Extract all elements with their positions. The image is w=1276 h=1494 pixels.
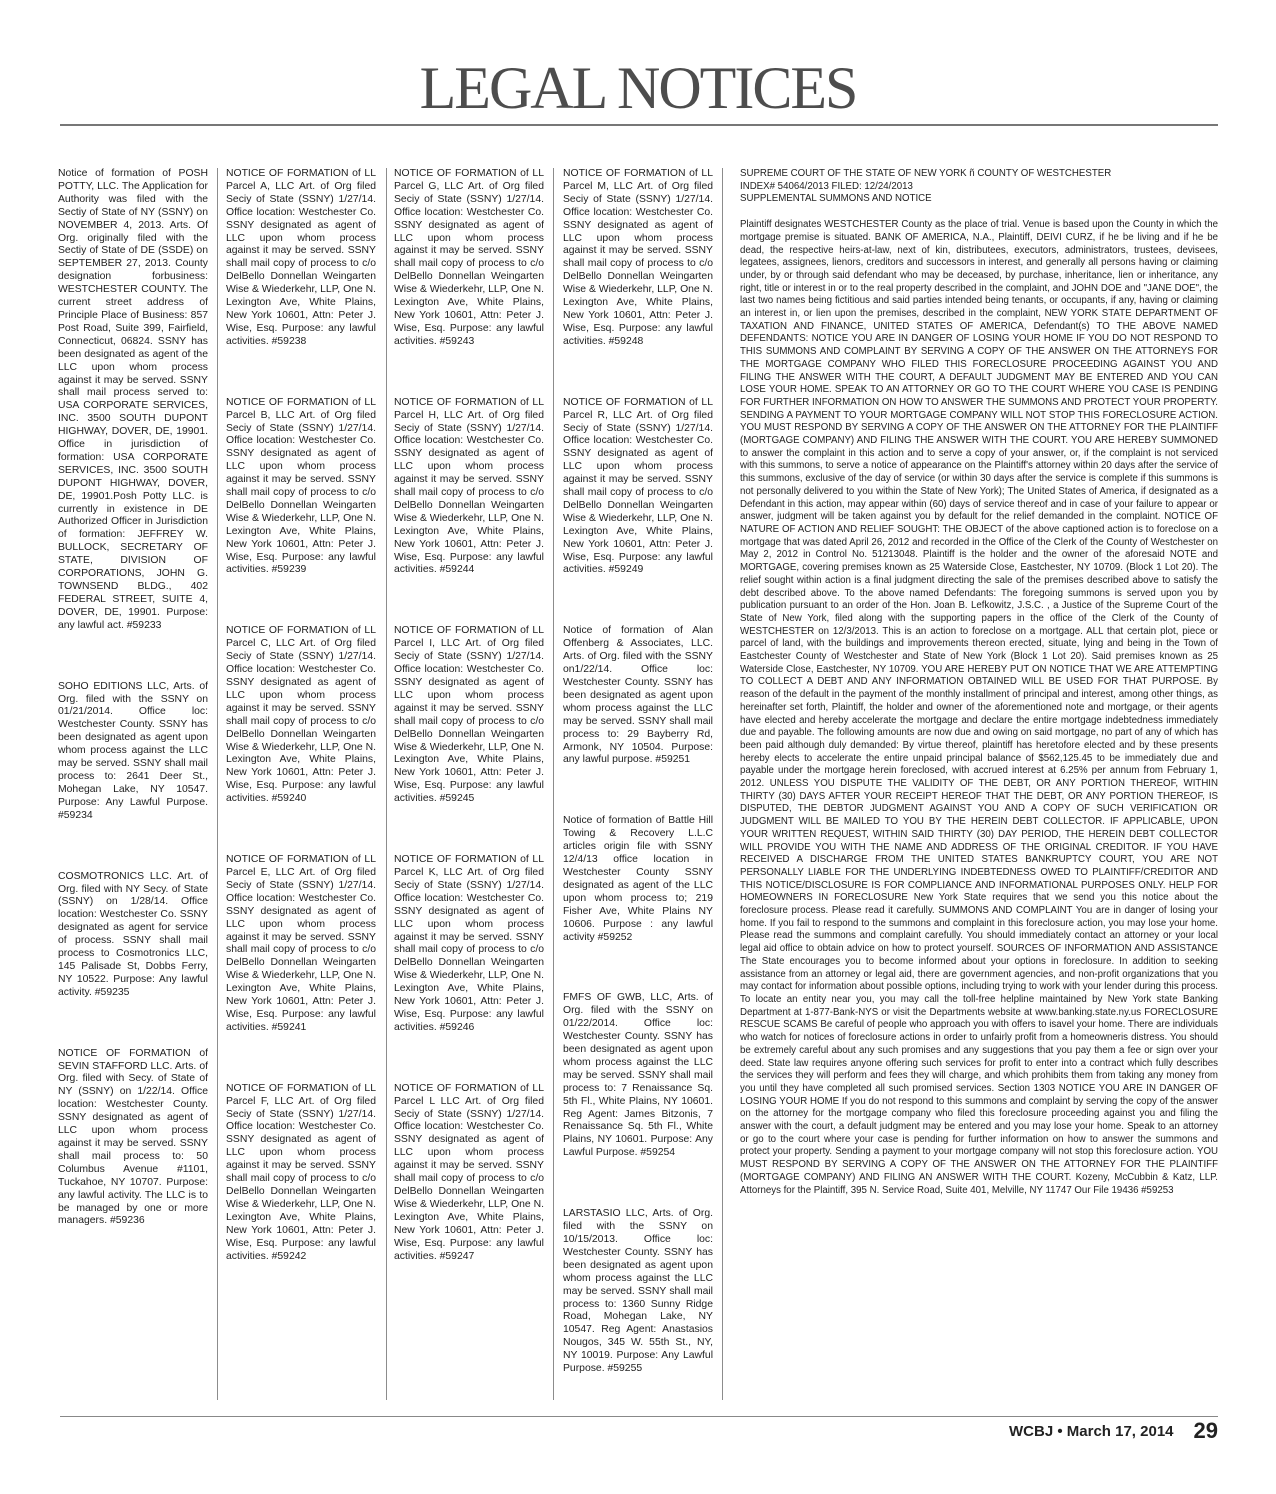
column-divider [217, 168, 218, 1400]
column-divider [722, 168, 723, 1400]
legal-notice: NOTICE OF FORMATION of LL Parcel M, LLC Art. of Org filed Seciy of State (SSNY) 1/27/14. Office location: Westchester Co. SSNY designated as agent of LLC upon whom process against it may be served. SSNY shall mail copy of process to c/o DelBello Donnellan Weingarten Wise & Wiederkehr, LLP, One N. Lexington Ave, White Plains, New York 10601, Attn: Peter J. Wise, Esq. Purpose: any lawful activities. #59248 [563, 168, 713, 347]
summons-body: Plaintiff designates WESTCHESTER County as the place of trial. Venue is based upon the County in which the mortgage premise is situated. BANK OF AMERICA, N.A., Plaintiff, DEIVI CURZ, if he be living and if he be dead, the respective heirs-at-law, next of kin, distributees, executors, administrators, trustees, devisees, legatees, assignees, lienors, creditors and successors in interest, and generally all persons having or claiming under, by or through said defendant who may be deceased, by purchase, inheritance, lien or inheritance, any right, title or interest in or to the real property described in the complaint, and JOHN DOE and "JANE DOE", the last two names being fictitious and said parties intended being tenants, or occupants, if any, having or claiming an interest in, or lien upon the premises, described in the complaint, NEW YORK STATE DEPARTMENT OF TAXATION AND FINANCE, UNITED STATES OF AMERICA, Defendant(s) TO THE ABOVE NAMED DEFENDANTS: NOTICE YOU ARE IN DANGER OF LOSING YOUR HOME IF YOU DO NOT RESPOND TO THIS SUMMONS AND COMPLAINT BY SERVING A COPY OF THE ANSWER ON THE ATTORNEYS FOR THE MORTGAGE COMPANY WHO FILED THIS FORECLOSURE PROCEEDING AGAINST YOU AND FILING THE ANSWER WITH THE COURT, A DEFAULT JUDGMENT MAY BE ENTERED AND YOU CAN LOSE YOUR HOME. SPEAK TO AN ATTORNEY OR GO TO THE COURT WHERE YOU CASE IS PENDING FOR FURTHER INFORMATION ON HOW TO ANSWER THE SUMMONS AND PROTECT YOUR PROPERTY. SENDING A PAYMENT TO YOUR MORTGAGE COMPANY WILL NOT STOP THIS FORECLOSURE ACTION. YOU MUST RESPOND BY SERVING A COPY OF THE ANSWER ON THE ATTORNEY FOR THE PLAINTIFF (MORTGAGE COMPANY) AND FILING THE ANSWER WITH THE COURT. YOU ARE HEREBY SUMMONED to answer the complaint in this action and to serve a copy of your answer, or, if the complaint is not serviced with this summons, to serve a notice of appearance on the Plaintiff's attorney within 20 days after the service of this summons, exclusive of the day of service (or within 30 days after the service is complete if this summons is not personally delivered to you within the State of New York); The United States of America, if designated as a Defendant in this action, may appear within (60) days of service thereof and in case of your failure to appear or answer, judgment will be taken against you by default for the relief demanded in the complaint. NOTICE OF NATURE OF ACTION AND RELIEF SOUGHT: THE OBJECT of the above captioned action is to foreclose on a mortgage that was dated April 26, 2012 and recorded in the Office of the Clerk of the County of Westchester on May 2, 2012 in Control No. 51213048. Plaintiff is the holder and the owner of the aforesaid NOTE and MORTGAGE, covering premises known as 25 Waterside Close, Eastchester, NY 10709. (Block 1 Lot 20). The relief sought within action is a final judgment directing the sale of the premises described above to satisfy the debt described above. To the above named Defendants: The foregoing summons is served upon you by publication pursuant to an order of the Hon. Joan B. Lefkowitz, J.S.C. , a Justice of the Supreme Court of the State of New York, filed along with the supporting papers in the office of the Clerk of the County of WESTCHESTER on 12/3/2013. This is an action to foreclose on a mortgage. ALL that certain plot, piece or parcel of land, with the buildings and improvements thereon erected, situate, lying and being in the Town of Eastchester County of Westchester and State of New York (Block 1 Lot 20). Said premises known as 25 Waterside Close, Eastchester, NY 10709. YOU ARE HEREBY PUT ON NOTICE THAT WE ARE ATTEMPTING TO COLLECT A DEBT AND ANY INFORMATION OBTAINED WILL BE USED FOR THAT PURPOSE. By reason of the default in the payment of the monthly installment of principal and interest, among other things, as hereinafter set forth, Plaintiff, the holder and owner of the aforementioned note and mortgage, or their agents have elected and hereby accelerate the mortgage and declare the entire mortgage indebtedness immediately due and payable. The following amounts are now due and owing on said mortgage, no part of any of which has been paid although duly demanded: By virtue thereof, plaintiff has heretofore elected and by these presents hereby elects to accelerate the entire unpaid principal balance of $562,125.45 to be immediately due and payable under the mortgage herein foreclosed, with accrued interest at 6.25% per annum from February 1, 2012. UNLESS YOU DISPUTE THE VALIDITY OF THE DEBT, OR ANY PORTION THEREOF, WITHIN THIRTY (30) DAYS AFTER YOUR RECEIPT HEREOF THAT THE DEBT, OR ANY PORTION THEREOF, IS DISPUTED, THE DEBTOR JUDGMENT AGAINST YOU AND A COPY OF SUCH VERIFICATION OR JUDGMENT WILL BE MAILED TO YOU BY THE HEREIN DEBT COLLECTOR. IF APPLICABLE, UPON YOUR WRITTEN REQUEST, WITHIN SAID THIRTY (30) DAY PERIOD, THE HEREIN DEBT COLLECTOR WILL PROVIDE YOU WITH THE NAME AND ADDRESS OF THE ORIGINAL CREDITOR. IF YOU HAVE RECEIVED A DISCHARGE FROM THE UNITED STATES BANKRUPTCY COURT, YOU ARE NOT PERSONALLY LIABLE FOR THE UNDERLYING INDEBTEDNESS OWED TO PLAINTIFF/CREDITOR AND THIS NOTICE/DISCLOSURE IS FOR COMPLIANCE AND INFORMATIONAL PURPOSES ONLY. HELP FOR HOMEOWNERS IN FORECLOSURE New York State requires that we send you this notice about the foreclosure process. Please read it carefully. SUMMONS AND COMPLAINT You are in danger of losing your home. If you fail to respond to the summons and complaint in this foreclosure action, you may lose your home. Please read the summons and complaint carefully. You should immediately contact an attorney or your local legal aid office to obtain advice on how to protect yourself. SOURCES OF INFORMATION AND ASSISTANCE The State encourages you to become informed about your options in foreclosure. In addition to seeking assistance from an attorney or legal aid, there are government agencies, and non-profit organizations that you may contact for information about possible options, including trying to work with your lender during this process. To locate an entity near you, you may call the toll-free helpline maintained by New York state Banking Department at 1-877-Bank-NYS or visit the Departments website at www.banking.state.ny.us FORECLOSURE RESCUE SCAMS Be careful of people who approach you with offers to isavel your home. There are individuals who watch for notices of foreclosure actions in order to unfairly profit from a homeowneris distress. You should be extremely careful about any such promises and any suggestions that you pay them a fee or sign over your deed. State law requires anyone offering such services for profit to enter into a contract which fully describes the services they will perform and fees they will charge, and which prohibits them from taking any money from you until they have completed all such promised services. Section 1303 NOTICE YOU ARE IN DANGER OF LOSING YOUR HOME If you do not respond to this summons and complaint by serving the copy of the answer on the attorney for the mortgage company who filed this foreclosure proceeding against you and filing the answer with the court, a default judgment may be entered and you may lose your home. Speak to an attorney or go to the court where your case is pending for further information on how to answer the summons and protect your property. Sending a payment to your mortgage company will not stop this foreclosure action. YOU MUST RESPOND BY SERVING A COPY OF THE ANSWER ON THE ATTORNEY FOR THE PLAINTIFF (MORTGAGE COMPANY) AND FILING AN ANSWER WITH THE COURT. Kozeny, McCubbin & Katz, LLP. Attorneys for the Plaintiff, 395 N. Service Road, Suite 401, Melville, NY 11747 Our File 19436 #59253 [740, 219, 1218, 1196]
summons-column [740, 168, 1218, 1404]
legal-notice: NOTICE OF FORMATION of LL Parcel E, LLC Art. of Org filed Seciy of State (SSNY) 1/27/14. Office location: Westchester Co. SSNY designated as agent of LLC upon whom process against it may be served. SSNY shall mail copy of process to c/o DelBello Donnellan Weingarten Wise & Wiederkehr, LLP, One N. Lexington Ave, White Plains, New York 10601, Attn: Peter J. Wise, Esq. Purpose: any lawful activities. #59241 [226, 854, 376, 1033]
publication-date: WCBJ • March 17, 2014 [1009, 1422, 1174, 1440]
legal-notice: Notice of formation of POSH POTTY, LLC. The Application for Authority was filed with the Sectiy of State of NY (SSNY) on NOVEMBER 4, 2013. Arts. Of Org. originally filed with the Sectiy of State of DE (SSDE) on SEPTEMBER 27, 2013. County designation forbusiness: WESTCHESTER COUNTY. The current street address of Principle Place of Business: 857 Post Road, Suite 399, Fairfield, Connecticut, 06824. SSNY has been designated as agent of the LLC upon whom process against it may be served. SSNY shall mail process served to: USA CORPORATE SERVICES, INC. 3500 SOUTH DUPONT HIGHWAY, DOVER, DE, 19901. Office in jurisdiction of formation: USA CORPORATE SERVICES, INC. 3500 SOUTH DUPONT HIGHWAY, DOVER, DE, 19901.Posh Potty LLC. is currently in existence in DE Authorized Officer in Jurisdiction of formation: JEFFREY W. BULLOCK, SECRETARY OF STATE, DIVISION OF CORPORATIONS, JOHN G. TOWNSEND BLDG., 402 FEDERAL STREET, SUITE 4, DOVER, DE, 19901. Purpose: any lawful act. #59233 [58, 168, 208, 631]
summons-header [740, 168, 1218, 206]
legal-notice: NOTICE OF FORMATION of LL Parcel F, LLC Art. of Org filed Seciy of State (SSNY) 1/27/14. Office location: Westchester Co. SSNY designated as agent of LLC upon whom process against it may be served. SSNY shall mail copy of process to c/o DelBello Donnellan Weingarten Wise & Wiederkehr, LLP, One N. Lexington Ave, White Plains, New York 10601, Attn: Peter J. Wise, Esq. Purpose: any lawful activities. #59242 [226, 1082, 376, 1262]
legal-notice: NOTICE OF FORMATION of LL Parcel R, LLC Art. of Org filed Seciy of State (SSNY) 1/27/14. Office location: Westchester Co. SSNY designated as agent of LLC upon whom process against it may be served. SSNY shall mail copy of process to c/o DelBello Donnellan Weingarten Wise & Wiederkehr, LLP, One N. Lexington Ave, White Plains, New York 10601, Attn: Peter J. Wise, Esq. Purpose: any lawful activities. #59249 [563, 396, 713, 576]
legal-notice: NOTICE OF FORMATION of LL Parcel B, LLC Art. of Org filed Seciy of State (SSNY) 1/27/14. Office location: Westchester Co. SSNY designated as agent of LLC upon whom process against it may be served. SSNY shall mail copy of process to c/o DelBello Donnellan Weingarten Wise & Wiederkehr, LLP, One N. Lexington Ave, White Plains, New York 10601, Attn: Peter J. Wise, Esq. Purpose: any lawful activities. #59239 [226, 396, 376, 576]
summons-court-line: SUPREME COURT OF THE STATE OF NEW YORK ñ COUNTY OF WESTCHESTER [740, 168, 1112, 179]
page-footer [1009, 1416, 1218, 1446]
legal-notice: NOTICE OF FORMATION of LL Parcel G, LLC Art. of Org filed Seciy of State (SSNY) 1/27/14. Office location: Westchester Co. SSNY designated as agent of LLC upon whom process against it may be served. SSNY shall mail copy of process to c/o DelBello Donnellan Weingarten Wise & Wiederkehr, LLP, One N. Lexington Ave, White Plains, New York 10601, Attn: Peter J. Wise, Esq. Purpose: any lawful activities. #59243 [394, 168, 544, 347]
legal-notice: NOTICE OF FORMATION of LL Parcel L LLC Art. of Org filed Seciy of State (SSNY) 1/27/14. Office location: Westchester Co. SSNY designated as agent of LLC upon whom process against it may be served. SSNY shall mail copy of process to c/o DelBello Donnellan Weingarten Wise & Wiederkehr, LLP, One N. Lexington Ave, White Plains, New York 10601, Attn: Peter J. Wise, Esq. Purpose: any lawful activities. #59247 [394, 1082, 544, 1262]
column-divider [386, 168, 387, 1400]
legal-notice: Notice of formation of Alan Offenberg & Associates, LLC. Arts. of Org. filed with the SSNY on1/22/14. Office loc: Westchester County. SSNY has been designated as agent upon whom process against the LLC may be served. SSNY shall mail process to: 29 Bayberry Rd, Armonk, NY 10504. Purpose: any lawful purpose. #59251 [563, 625, 713, 766]
legal-notice: NOTICE OF FORMATION of LL Parcel I, LLC Art. of Org filed Seciy of State (SSNY) 1/27/14. Office location: Westchester Co. SSNY designated as agent of LLC upon whom process against it may be served. SSNY shall mail copy of process to c/o DelBello Donnellan Weingarten Wise & Wiederkehr, LLP, One N. Lexington Ave, White Plains, New York 10601, Attn: Peter J. Wise, Esq. Purpose: any lawful activities. #59245 [394, 625, 544, 805]
top-rule [60, 124, 1218, 126]
notice-column-3 [394, 168, 544, 1404]
notice-column-4 [563, 168, 713, 1404]
column-divider [553, 168, 554, 1400]
legal-notice: NOTICE OF FORMATION of SEVIN STAFFORD LLC. Arts. of Org. filed with Secy. of State of NY (SSNY) on 1/22/14. Office location: Westchester County. SSNY designated as agent of LLC upon whom process against it may be served. SSNY shall mail process to: 50 Columbus Avenue #1101, Tuckahoe, NY 10707. Purpose: any lawful activity. The LLC is to be managed by one or more managers. #59236 [58, 1047, 208, 1227]
legal-notice: COSMOTRONICS LLC. Art. of Org. filed with NY Secy. of State (SSNY) on 1/28/14. Office location: Westchester Co. SSNY designated as agent for service of process. SSNY shall mail process to Cosmotronics LLC, 145 Palisade St, Dobbs Ferry, NY 10522. Purpose: Any lawful activity. #59235 [58, 870, 208, 998]
legal-notice: FMFS OF GWB, LLC, Arts. of Org. filed with the SSNY on 01/22/2014. Office loc: Westchester County. SSNY has been designated as agent upon whom process against the LLC may be served. SSNY shall mail process to: 7 Renaissance Sq. 5th Fl., White Plains, NY 10601. Reg Agent: James Bitzonis, 7 Renaissance Sq. 5th Fl., White Plains, NY 10601. Purpose: Any Lawful Purpose. #59254 [563, 992, 713, 1159]
legal-notice: NOTICE OF FORMATION of LL Parcel A, LLC Art. of Org filed Seciy of State (SSNY) 1/27/14. Office location: Westchester Co. SSNY designated as agent of LLC upon whom process against it may be served. SSNY shall mail copy of process to c/o DelBello Donnellan Weingarten Wise & Wiederkehr, LLP, One N. Lexington Ave, White Plains, New York 10601, Attn: Peter J. Wise, Esq. Purpose: any lawful activities. #59238 [226, 168, 376, 347]
summons-title-line: SUPPLEMENTAL SUMMONS AND NOTICE [740, 193, 932, 205]
legal-notice: NOTICE OF FORMATION of LL Parcel H, LLC Art. of Org filed Seciy of State (SSNY) 1/27/14. Office location: Westchester Co. SSNY designated as agent of LLC upon whom process against it may be served. SSNY shall mail copy of process to c/o DelBello Donnellan Weingarten Wise & Wiederkehr, LLP, One N. Lexington Ave, White Plains, New York 10601, Attn: Peter J. Wise, Esq. Purpose: any lawful activities. #59244 [394, 396, 544, 576]
legal-notice: LARSTASIO LLC, Arts. of Org. filed with the SSNY on 10/15/2013. Office loc: Westchester County. SSNY has been designated as agent upon whom process against the LLC may be served. SSNY shall mail process to: 1360 Sunny Ridge Road, Mohegan Lake, NY 10547. Reg Agent: Anastasios Nougos, 345 W. 55th St., NY, NY 10019. Purpose: Any Lawful Purpose. #59255 [563, 1208, 713, 1375]
notice-column-1 [58, 168, 208, 1404]
legal-notice: NOTICE OF FORMATION of LL Parcel K, LLC Art. of Org filed Seciy of State (SSNY) 1/27/14. Office location: Westchester Co. SSNY designated as agent of LLC upon whom process against it may be served. SSNY shall mail copy of process to c/o DelBello Donnellan Weingarten Wise & Wiederkehr, LLP, One N. Lexington Ave, White Plains, New York 10601, Attn: Peter J. Wise, Esq. Purpose: any lawful activities. #59246 [394, 854, 544, 1033]
notice-column-2 [226, 168, 376, 1404]
legal-notice: SOHO EDITIONS LLC, Arts. of Org. filed with the SSNY on 01/21/2014. Office loc: Westchester County. SSNY has been designated as agent upon whom process against the LLC may be served. SSNY shall mail process to: 2641 Deer St., Mohegan Lake, NY 10547. Purpose: Any Lawful Purpose. #59234 [58, 680, 208, 821]
legal-notice: Notice of formation of Battle Hill Towing & Recovery L.L.C articles origin file with SSNY 12/4/13 office location in Westchester County SSNY designated as agent of the LLC upon whom process to; 219 Fisher Ave, White Plains NY 10606. Purpose : any lawful activity #59252 [563, 815, 713, 943]
page-title: LEGAL NOTICES [419, 55, 857, 121]
page-number: 29 [1193, 1418, 1218, 1443]
legal-notice: NOTICE OF FORMATION of LL Parcel C, LLC Art. of Org filed Seciy of State (SSNY) 1/27/14. Office location: Westchester Co. SSNY designated as agent of LLC upon whom process against it may be served. SSNY shall mail copy of process to c/o DelBello Donnellan Weingarten Wise & Wiederkehr, LLP, One N. Lexington Ave, White Plains, New York 10601, Attn: Peter J. Wise, Esq. Purpose: any lawful activities. #59240 [226, 625, 376, 805]
summons-index-line: INDEX# 54064/2013 FILED: 12/24/2013 [740, 180, 913, 192]
